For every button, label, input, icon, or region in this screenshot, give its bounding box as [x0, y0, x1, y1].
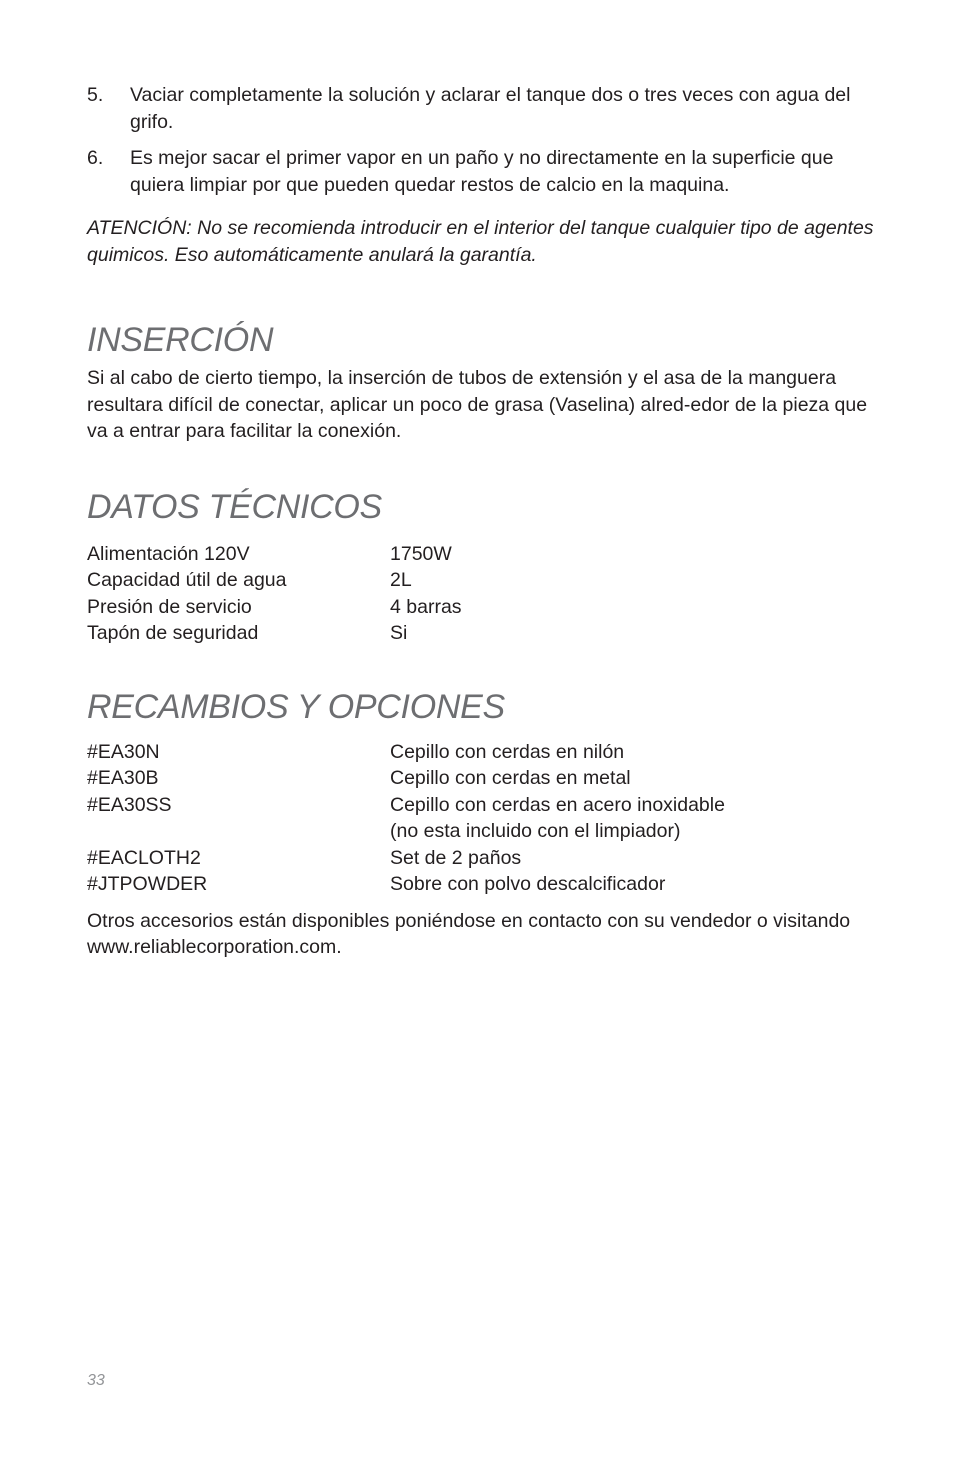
warning-note: ATENCIÓN: No se recomienda introducir en el interior del tanque cualquier tipo de agentes quimicos. Eso automáticamente anulará la garantía.: [87, 217, 874, 266]
list-number: 6.: [87, 147, 104, 169]
accessories-note: Otros accesorios están disponibles poniéndose en contacto con su vendedor o visitando www.reliablecorporation.com.: [87, 909, 851, 958]
part-description: Sobre con polvo descalcificador: [390, 873, 666, 895]
part-description: (no esta incluido con el limpiador): [390, 820, 681, 842]
spec-value: 1750W: [390, 542, 452, 565]
part-row: [87, 765, 877, 792]
list-number: 5.: [87, 84, 104, 106]
part-description: Cepillo con cerdas en nilón: [390, 740, 625, 763]
spec-row: [87, 620, 877, 647]
part-row: [87, 871, 877, 898]
spec-label: Capacidad útil de agua: [87, 569, 287, 591]
spec-label: Tapón de seguridad: [87, 622, 259, 644]
part-row: [87, 845, 877, 872]
parts-table: [87, 739, 877, 898]
part-code: #JTPOWDER: [87, 873, 208, 895]
part-code: [87, 818, 390, 845]
part-code: #EA30N: [87, 740, 160, 763]
spec-row: [87, 567, 877, 594]
spec-label: Presión de servicio: [87, 595, 252, 618]
section-heading-insercion: INSERCIÓN: [87, 321, 274, 359]
document-page: [87, 82, 877, 961]
section-heading-datos-tecnicos: DATOS TÉCNICOS: [87, 487, 382, 526]
spec-value: 2L: [390, 569, 412, 591]
section-heading-recambios: RECAMBIOS Y OPCIONES: [87, 687, 505, 726]
part-code: #EA30B: [87, 767, 159, 789]
part-row: [87, 792, 877, 819]
part-description: Cepillo con cerdas en acero inoxidable: [390, 793, 725, 816]
part-row: [87, 818, 877, 845]
part-description: Cepillo con cerdas en metal: [390, 767, 631, 789]
list-text: Vaciar completamente la solución y aclarar el tanque dos o tres veces con agua del grifo.: [130, 84, 851, 133]
list-item-step-5: [87, 82, 877, 135]
part-code: #EACLOTH2: [87, 846, 201, 869]
spec-label: Alimentación 120V: [87, 542, 250, 565]
insercion-paragraph: Si al cabo de cierto tiempo, la inserción de tubos de extensión y el asa de la manguera resultara difícil de conectar, aplicar un poco de grasa (Vaselina) alred-edor de la pieza que va a entrar para facilitar la conexión.: [87, 367, 868, 442]
page-number: 33: [87, 1372, 105, 1389]
spec-row: [87, 541, 877, 568]
list-text: Es mejor sacar el primer vapor en un paño y no directamente en la superficie que quiera limpiar por que pueden quedar restos de calcio en la maquina.: [130, 147, 834, 196]
specs-table: [87, 541, 877, 647]
part-row: [87, 739, 877, 766]
part-code: #EA30SS: [87, 793, 172, 816]
list-item-step-6: [87, 145, 877, 198]
part-description: Set de 2 paños: [390, 846, 522, 869]
spec-value: Si: [390, 622, 408, 644]
spec-row: [87, 594, 877, 621]
spec-value: 4 barras: [390, 595, 462, 618]
